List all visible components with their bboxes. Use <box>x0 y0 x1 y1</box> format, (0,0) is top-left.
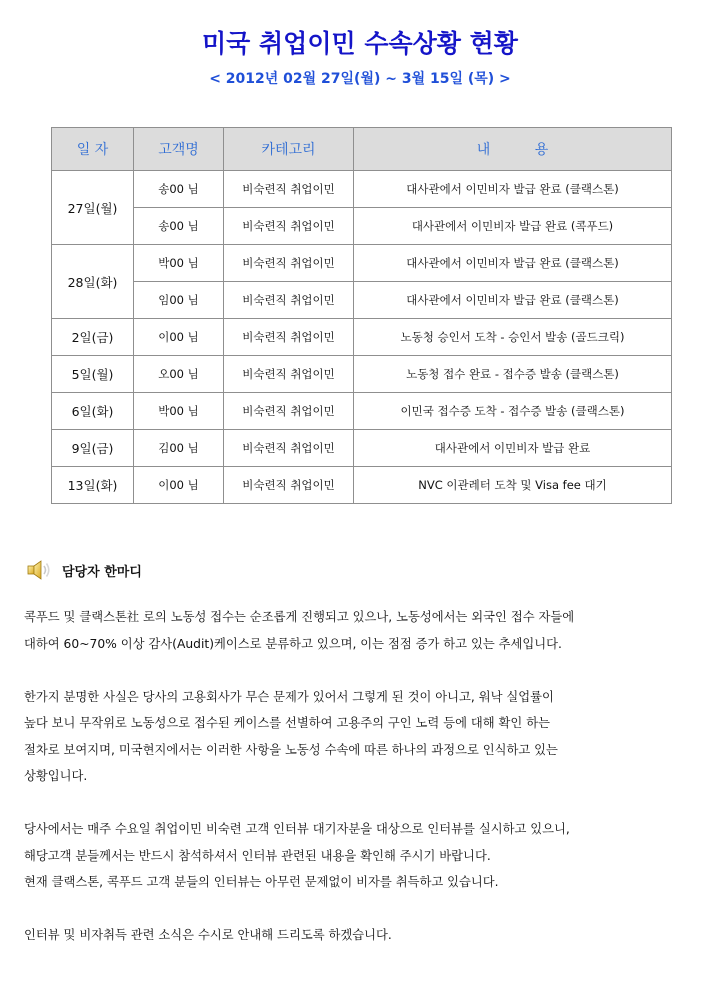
header-content: 내 용 <box>354 128 672 171</box>
cell-date: 13일(화) <box>52 467 134 504</box>
table-row <box>52 393 672 430</box>
paragraph-line: 한가지 분명한 사실은 당사의 고용회사가 무슨 문제가 있어서 그렇게 된 것이 아니고, 워낙 실업률이 <box>24 689 554 704</box>
cell-date: 5일(월) <box>52 356 134 393</box>
table-row <box>52 208 672 245</box>
cell-category: 비숙련직 취업이민 <box>224 467 354 504</box>
paragraph-line: 해당고객 분들께서는 반드시 참석하셔서 인터뷰 관련된 내용을 확인해 주시기 바랍니다. <box>24 848 491 863</box>
paragraph-line: 높다 보니 무작위로 노동성으로 접수된 케이스를 선별하여 고용주의 구인 노력 등에 대해 확인 하는 <box>24 716 550 730</box>
cell-client: 송00 님 <box>134 171 224 208</box>
table-row <box>52 319 672 356</box>
cell-content: 대사관에서 이민비자 발급 완료 (클랙스톤) <box>354 245 672 282</box>
cell-category: 비숙련직 취업이민 <box>224 319 354 356</box>
cell-category: 비숙련직 취업이민 <box>224 282 354 319</box>
cell-content: 노동청 접수 완료 - 접수증 발송 (클랙스톤) <box>354 356 672 393</box>
table-row <box>52 356 672 393</box>
paragraph-line: 콕푸드 및 클랙스톤社 로의 노동성 접수는 순조롭게 진행되고 있으나, 노동성에서는 외국인 접수 자들에 <box>24 610 575 624</box>
cell-content: 대사관에서 이민비자 발급 완료 (클랙스톤) <box>354 282 672 319</box>
page-title: 미국 취업이민 수속상황 현황 <box>202 29 518 58</box>
header-category: 카테고리 <box>224 128 354 171</box>
cell-content: NVC 이관레터 도착 및 Visa fee 대기 <box>354 467 672 504</box>
paragraph-line: 대하여 60~70% 이상 감사(Audit)케이스로 분류하고 있으며, 이는 점점 증가 하고 있는 추세입니다. <box>24 636 562 651</box>
speaker-icon <box>26 558 54 582</box>
cell-client: 박00 님 <box>134 393 224 430</box>
table-row <box>52 245 672 282</box>
cell-content: 노동청 승인서 도착 - 승인서 발송 (골드크릭) <box>354 319 672 356</box>
table-row <box>52 430 672 467</box>
section-heading: 담당자 한마디 <box>62 565 142 580</box>
paragraph-line: 절차로 보여지며, 미국현지에서는 이러한 사항을 노동성 수속에 따른 하나의 과정으로 인식하고 있는 <box>24 742 558 757</box>
header-client: 고객명 <box>134 128 224 171</box>
cell-client: 김00 님 <box>134 430 224 467</box>
cell-client: 송00 님 <box>134 208 224 245</box>
header-date: 일 자 <box>52 128 134 171</box>
cell-client: 이00 님 <box>134 319 224 356</box>
cell-category: 비숙련직 취업이민 <box>224 245 354 282</box>
cell-date: 9일(금) <box>52 430 134 467</box>
cell-category: 비숙련직 취업이민 <box>224 171 354 208</box>
body-paragraph <box>24 816 702 896</box>
paragraph-line: 인터뷰 및 비자취득 관련 소식은 수시로 안내해 드리도록 하겠습니다. <box>24 928 392 942</box>
table-header-row <box>52 128 672 171</box>
comment-body <box>24 604 702 975</box>
status-table <box>51 127 672 504</box>
cell-content: 대사관에서 이민비자 발급 완료 (클랙스톤) <box>354 171 672 208</box>
cell-client: 오00 님 <box>134 356 224 393</box>
paragraph-line: 당사에서는 매주 수요일 취업이민 비숙련 고객 인터뷰 대기자분을 대상으로 인터뷰를 실시하고 있으니, <box>24 822 570 836</box>
body-paragraph <box>24 922 702 949</box>
cell-date: 27일(월) <box>52 171 134 245</box>
body-paragraph <box>24 604 702 657</box>
cell-date: 6일(화) <box>52 393 134 430</box>
date-range-subtitle: < 2012년 02월 27일(월) ~ 3월 15일 (목) > <box>209 71 511 87</box>
table-row <box>52 282 672 319</box>
cell-category: 비숙련직 취업이민 <box>224 393 354 430</box>
cell-client: 이00 님 <box>134 467 224 504</box>
cell-content: 대사관에서 이민비자 발급 완료 (콕푸드) <box>354 208 672 245</box>
paragraph-line: 현재 클랙스톤, 콕푸드 고객 분들의 인터뷰는 아무런 문제없이 비자를 취득하고 있습니다. <box>24 875 499 889</box>
cell-content: 이민국 접수증 도착 - 접수증 발송 (클랙스톤) <box>354 393 672 430</box>
cell-date: 2일(금) <box>52 319 134 356</box>
cell-date: 28일(화) <box>52 245 134 319</box>
body-paragraph <box>24 684 702 790</box>
table-row <box>52 467 672 504</box>
cell-category: 비숙련직 취업이민 <box>224 430 354 467</box>
paragraph-line: 상황입니다. <box>24 769 88 783</box>
cell-client: 박00 님 <box>134 245 224 282</box>
cell-content: 대사관에서 이민비자 발급 완료 <box>354 430 672 467</box>
cell-client: 임00 님 <box>134 282 224 319</box>
cell-category: 비숙련직 취업이민 <box>224 356 354 393</box>
cell-category: 비숙련직 취업이민 <box>224 208 354 245</box>
table-row <box>52 171 672 208</box>
